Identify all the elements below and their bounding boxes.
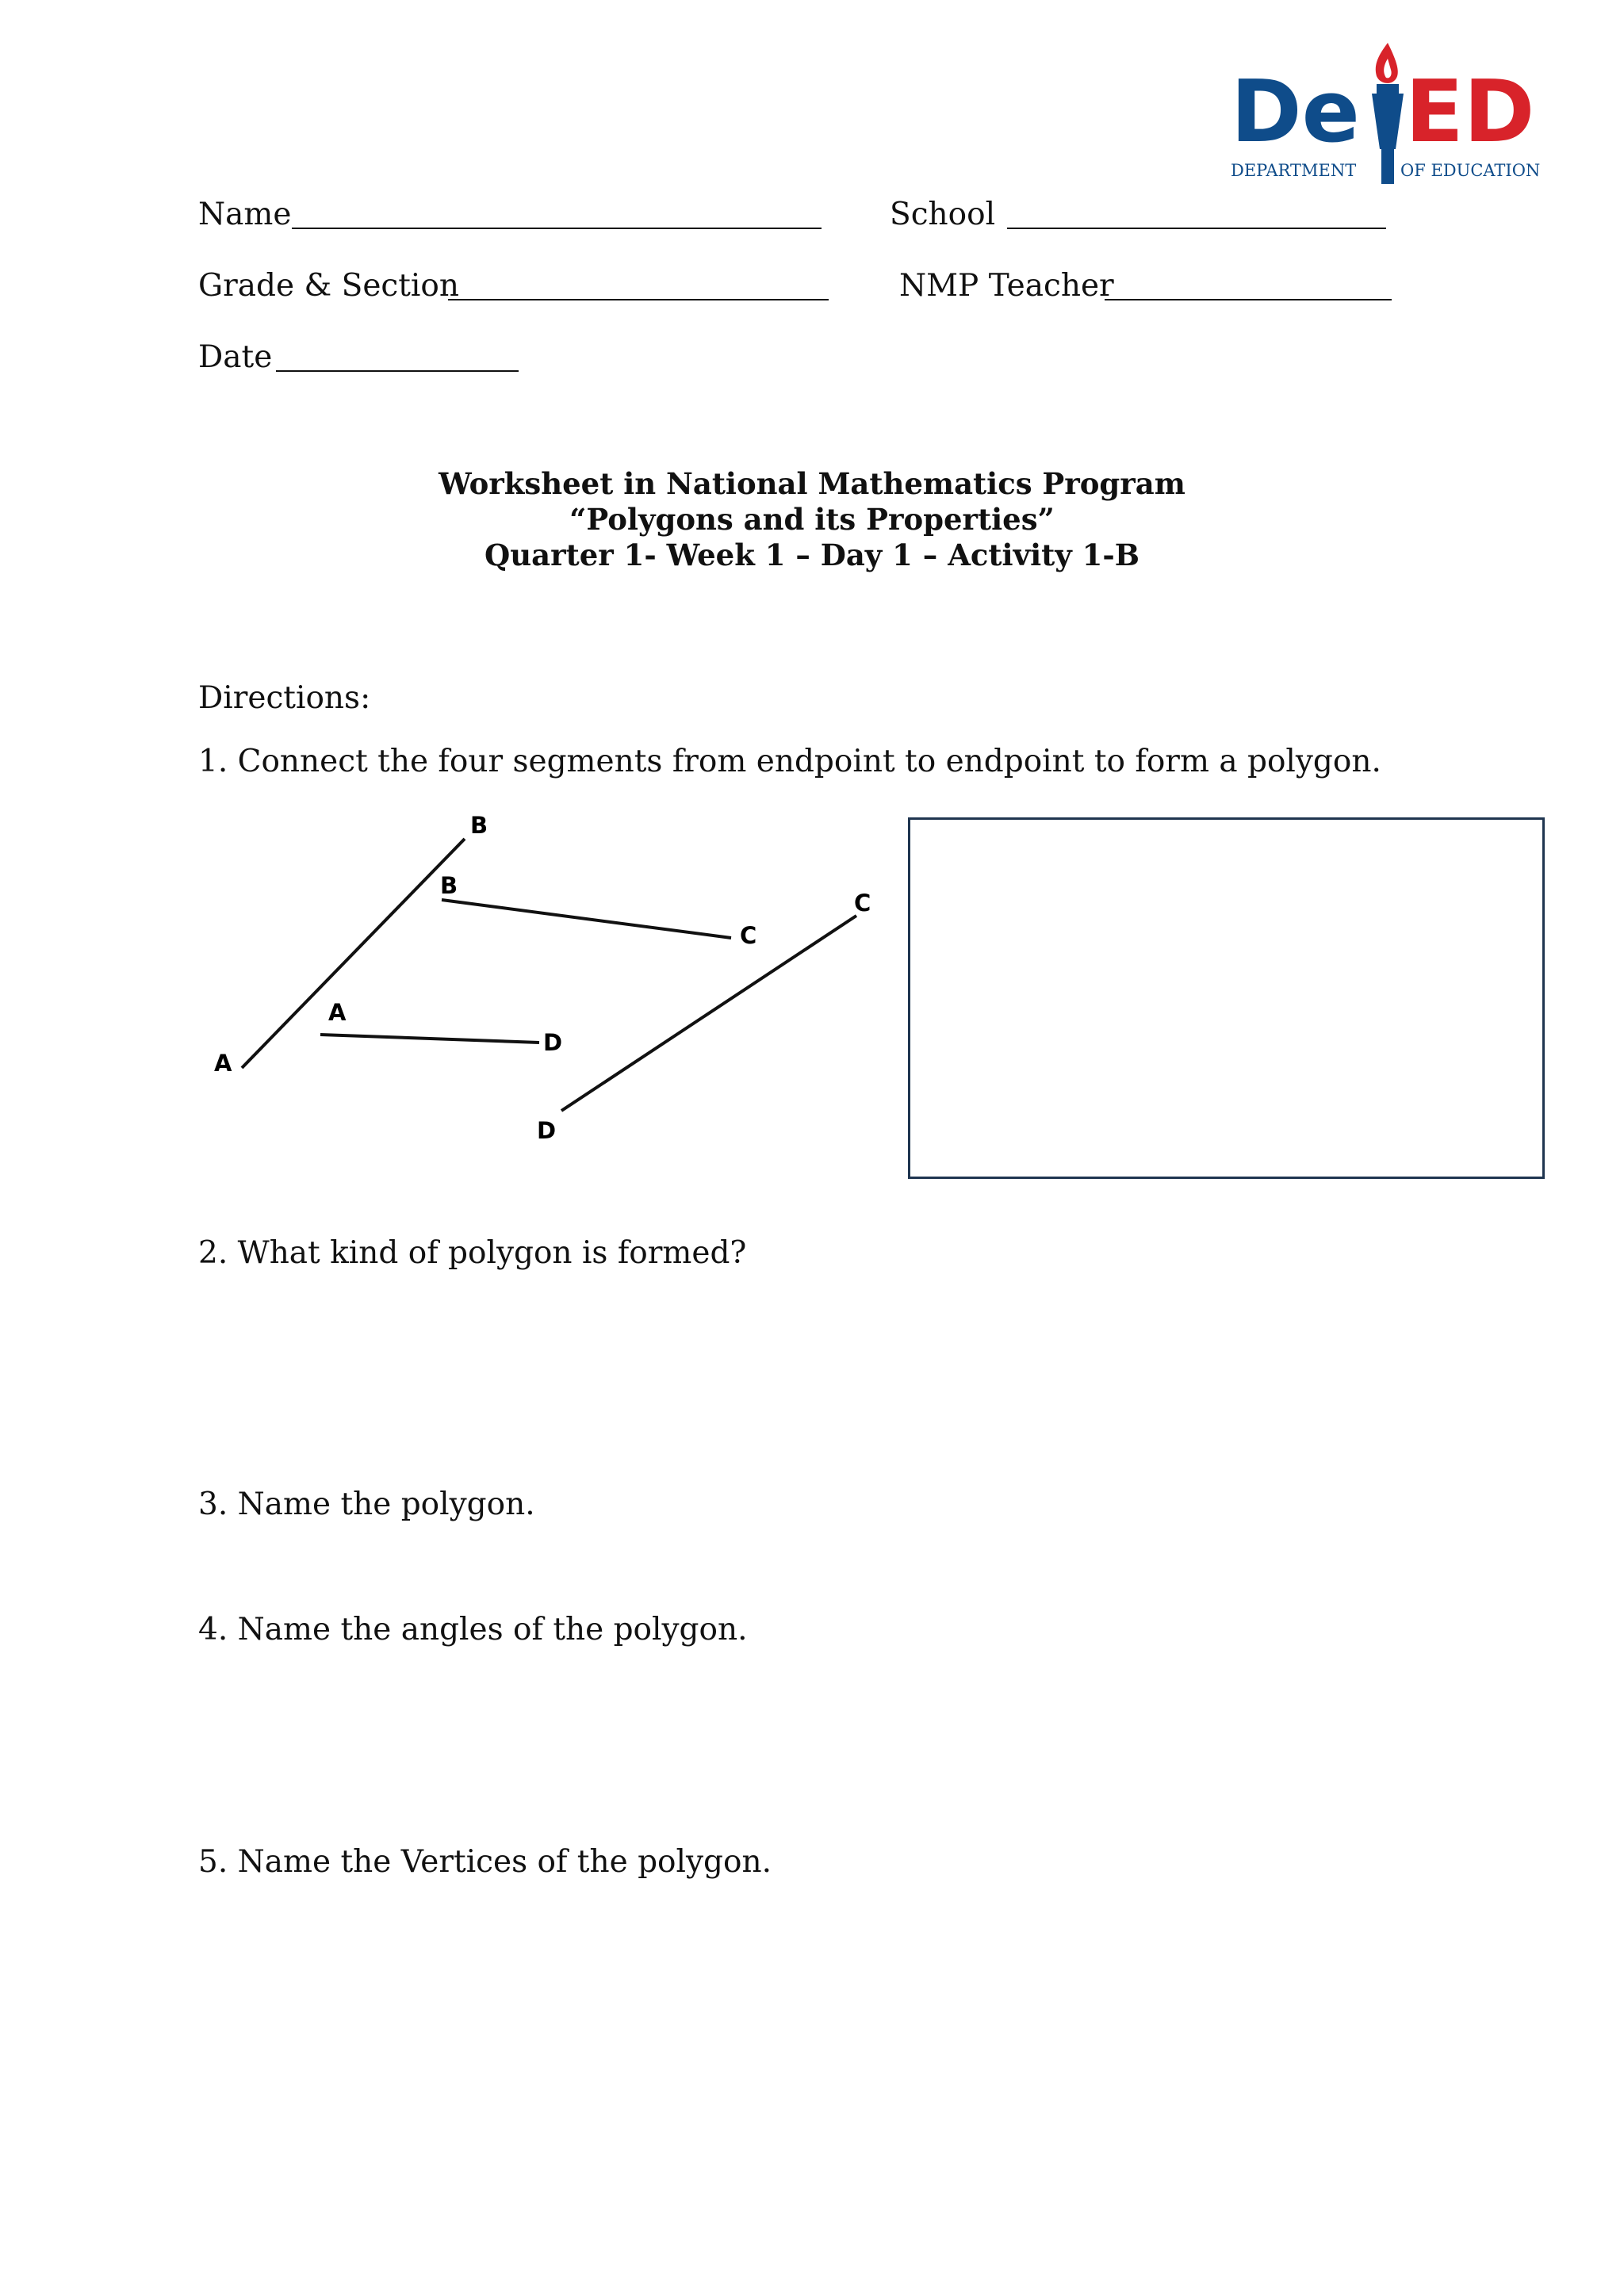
logo-wordmark-right: ED xyxy=(1405,63,1535,162)
nmp-teacher-field-line[interactable] xyxy=(1105,299,1392,300)
logo-tagline-left: DEPARTMENT xyxy=(1231,161,1357,180)
question-1: 1. Connect the four segments from endpoint to endpoint to form a polygon. xyxy=(198,744,1381,779)
worksheet-quarter-line: Quarter 1- Week 1 – Day 1 – Activity 1-B xyxy=(485,538,1139,572)
label-c-segment-dc: C xyxy=(854,890,871,916)
grade-section-label: Grade & Section xyxy=(198,268,459,304)
label-c-segment-bc: C xyxy=(740,922,757,949)
torch-icon xyxy=(1372,94,1404,149)
drawing-answer-box[interactable] xyxy=(908,817,1545,1179)
school-label: School xyxy=(890,197,996,232)
name-field-line[interactable] xyxy=(292,228,822,229)
segments-figure xyxy=(198,805,896,1154)
logo-wordmark-left: De xyxy=(1231,63,1360,162)
label-b-segment-bc: B xyxy=(440,872,458,899)
logo-tagline-right: OF EDUCATION xyxy=(1400,161,1541,180)
worksheet-subtitle: “Polygons and its Properties” xyxy=(569,502,1055,537)
question-2: 2. What kind of polygon is formed? xyxy=(198,1235,747,1271)
deped-logo xyxy=(1229,38,1562,189)
label-a-segment-ad: A xyxy=(328,999,347,1026)
segment-dc xyxy=(561,916,856,1111)
date-field-line[interactable] xyxy=(276,370,519,372)
segment-ab xyxy=(242,839,465,1068)
question-3: 3. Name the polygon. xyxy=(198,1487,535,1522)
label-d-segment-dc: D xyxy=(537,1117,557,1144)
worksheet-title: Worksheet in National Mathematics Program xyxy=(439,466,1185,501)
nmp-teacher-label: NMP Teacher xyxy=(899,268,1114,304)
label-d-segment-ad: D xyxy=(543,1029,563,1056)
segment-bc xyxy=(442,900,731,938)
directions-label: Directions: xyxy=(198,680,371,716)
name-label: Name xyxy=(198,197,292,232)
label-b-segment-ab: B xyxy=(470,812,488,839)
question-4: 4. Name the angles of the polygon. xyxy=(198,1612,748,1647)
school-field-line[interactable] xyxy=(1007,228,1386,229)
question-5: 5. Name the Vertices of the polygon. xyxy=(198,1844,772,1880)
deped-logo-graphic xyxy=(1229,38,1562,189)
segment-ad xyxy=(320,1035,539,1043)
label-a-segment-ab: A xyxy=(214,1050,232,1077)
grade-section-field-line[interactable] xyxy=(448,299,829,300)
date-label: Date xyxy=(198,339,273,375)
